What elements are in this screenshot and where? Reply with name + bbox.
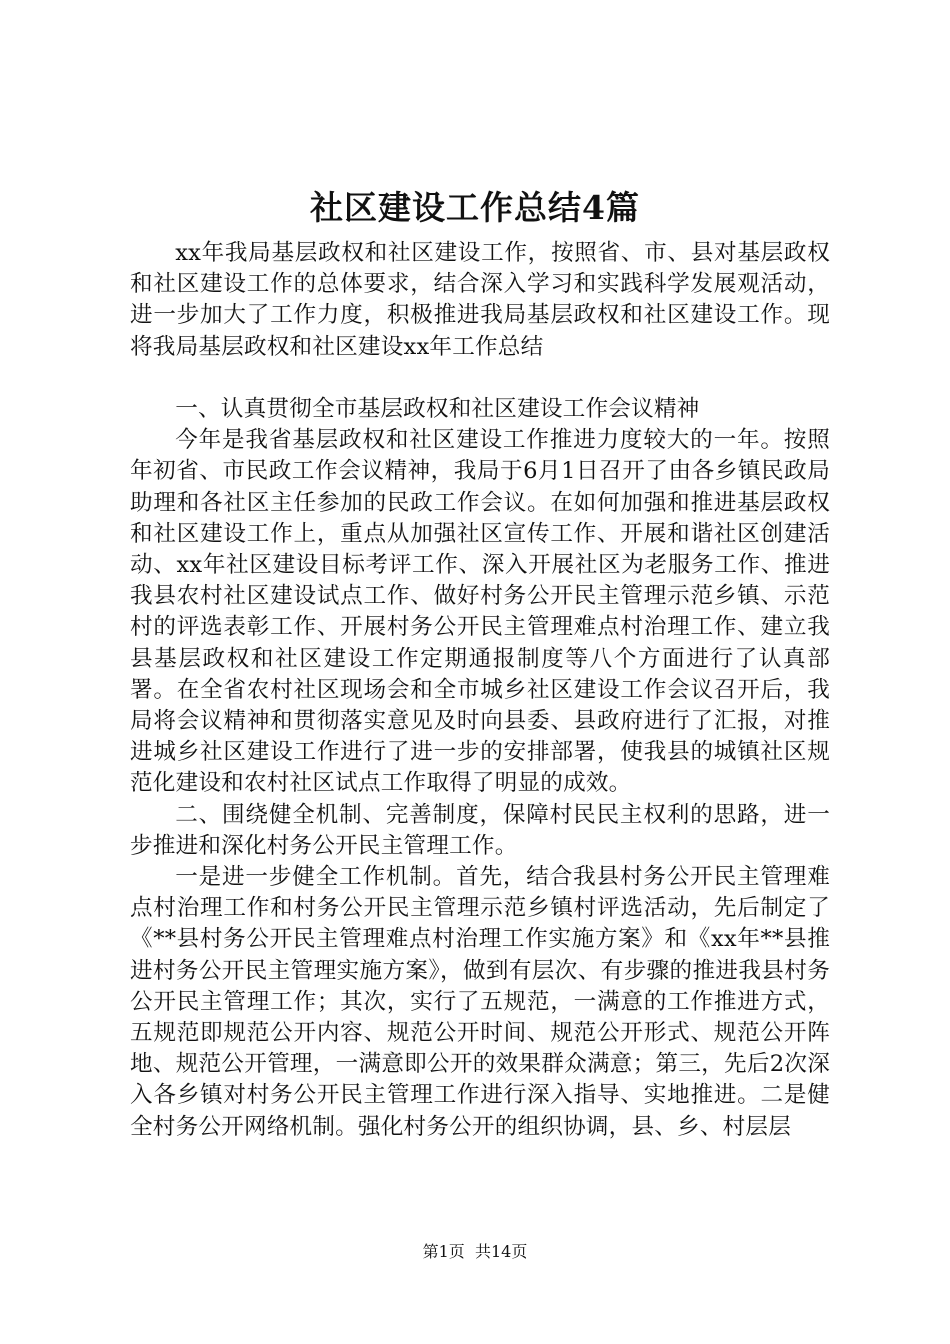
intro-paragraph: xx年我局基层政权和社区建设工作，按照省、市、县对基层政权和社区建设工作的总体要求，结合深入学习和实践科学发展观活动，进一步加大了工作力度，积极推进我局基层政权和社区建设工作。现将我局基层政权和社区建设xx年工作总结 bbox=[130, 240, 830, 360]
section-heading-1: 一、认真贯彻全市基层政权和社区建设工作会议精神 bbox=[175, 396, 700, 422]
page-number: 第1页 bbox=[422, 1242, 465, 1261]
page-total: 共14页 bbox=[474, 1242, 528, 1261]
page-footer bbox=[0, 1240, 950, 1264]
document-body bbox=[130, 238, 830, 1143]
document-title: 社区建设工作总结4篇 bbox=[310, 188, 640, 227]
body-paragraph: 今年是我省基层政权和社区建设工作推进力度较大的一年。按照年初省、市民政工作会议精神，我局于6月1日召开了由各乡镇民政局助理和各社区主任参加的民政工作会议。在如何加强和推进基层政权和社区建设工作上，重点从加强社区宣传工作、开展和谐社区创建活动、xx年社区建设目标考评工作、深入开展社区为老服务工作、推进我县农村社区建设试点工作、做好村务公开民主管理示范乡镇、示范村的评选表彰工作、开展村务公开民主管理难点村治理工作、建立我县基层政权和社区建设工作定期通报制度等八个方面进行了认真部署。在全省农村社区现场会和全市城乡社区建设工作会议召开后，我局将会议精神和贯彻落实意见及时向县委、县政府进行了汇报，对推进城乡社区建设工作进行了进一步的安排部署，使我县的城镇社区规范化建设和农村社区试点工作取得了明显的成效。 bbox=[130, 427, 830, 797]
body-paragraph: 一是进一步健全工作机制。首先，结合我县村务公开民主管理难点村治理工作和村务公开民主管理示范乡镇村评选活动，先后制定了《**县村务公开民主管理难点村治理工作实施方案》和《xx年**县推进村务公开民主管理实施方案》，做到有层次、有步骤的推进我县村务公开民主管理工作；其次，实行了五规范，一满意的工作推进方式，五规范即规范公开内容、规范公开时间、规范公开形式、规范公开阵地、规范公开管理，一满意即公开的效果群众满意；第三，先后2次深入各乡镇对村务公开民主管理工作进行深入指导、实地推进。二是健全村务公开网络机制。强化村务公开的组织协调，县、乡、村层层 bbox=[130, 864, 830, 1140]
section-heading-2: 二、围绕健全机制、完善制度，保障村民民主权利的思路，进一步推进和深化村务公开民主管理工作。 bbox=[130, 801, 830, 859]
